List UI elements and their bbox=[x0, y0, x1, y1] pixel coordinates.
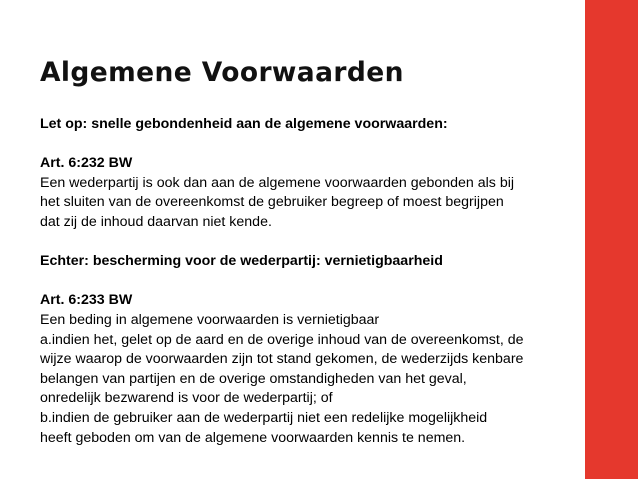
article-2-line: Een beding in algemene voorwaarden is vernietigbaar bbox=[40, 311, 380, 328]
protection-note: Echter: bescherming voor de wederpartij: vernietigbaarheid bbox=[40, 253, 443, 270]
spacer bbox=[40, 233, 580, 253]
accent-bar bbox=[585, 0, 638, 479]
article-2-line: b.indien de gebruiker aan de wederpartij niet een redelijke mogelijkheid bbox=[40, 409, 488, 426]
article-1-heading: Art. 6:232 BW bbox=[40, 155, 133, 172]
article-2-line: heeft geboden om van de algemene voorwaarden kennis te nemen. bbox=[40, 429, 466, 446]
spacer bbox=[40, 135, 580, 155]
article-2-line: a.indien het, gelet op de aard en de overige inhoud van de overeenkomst, de bbox=[40, 331, 524, 348]
article-2-heading: Art. 6:233 BW bbox=[40, 292, 133, 309]
article-1-line: dat zij de inhoud daarvan niet kende. bbox=[40, 213, 272, 230]
article-1-line: Een wederpartij is ook dan aan de algemene voorwaarden gebonden als bij bbox=[40, 174, 515, 191]
slide-body bbox=[40, 115, 580, 448]
spacer bbox=[40, 272, 580, 292]
article-2-line: belangen van partijen en de overige omstandigheden van het geval, bbox=[40, 370, 467, 387]
slide-title: Algemene Voorwaarden bbox=[40, 57, 404, 88]
article-1-line: het sluiten van de overeenkomst de gebruiker begreep of moest begrijpen bbox=[40, 194, 504, 211]
article-2-line: onredelijk bezwarend is voor de wederpartij; of bbox=[40, 390, 333, 407]
intro-note: Let op: snelle gebondenheid aan de algemene voorwaarden: bbox=[40, 116, 448, 132]
article-2-line: wijze waarop de voorwaarden zijn tot stand gekomen, de wederzijds kenbare bbox=[40, 351, 524, 368]
